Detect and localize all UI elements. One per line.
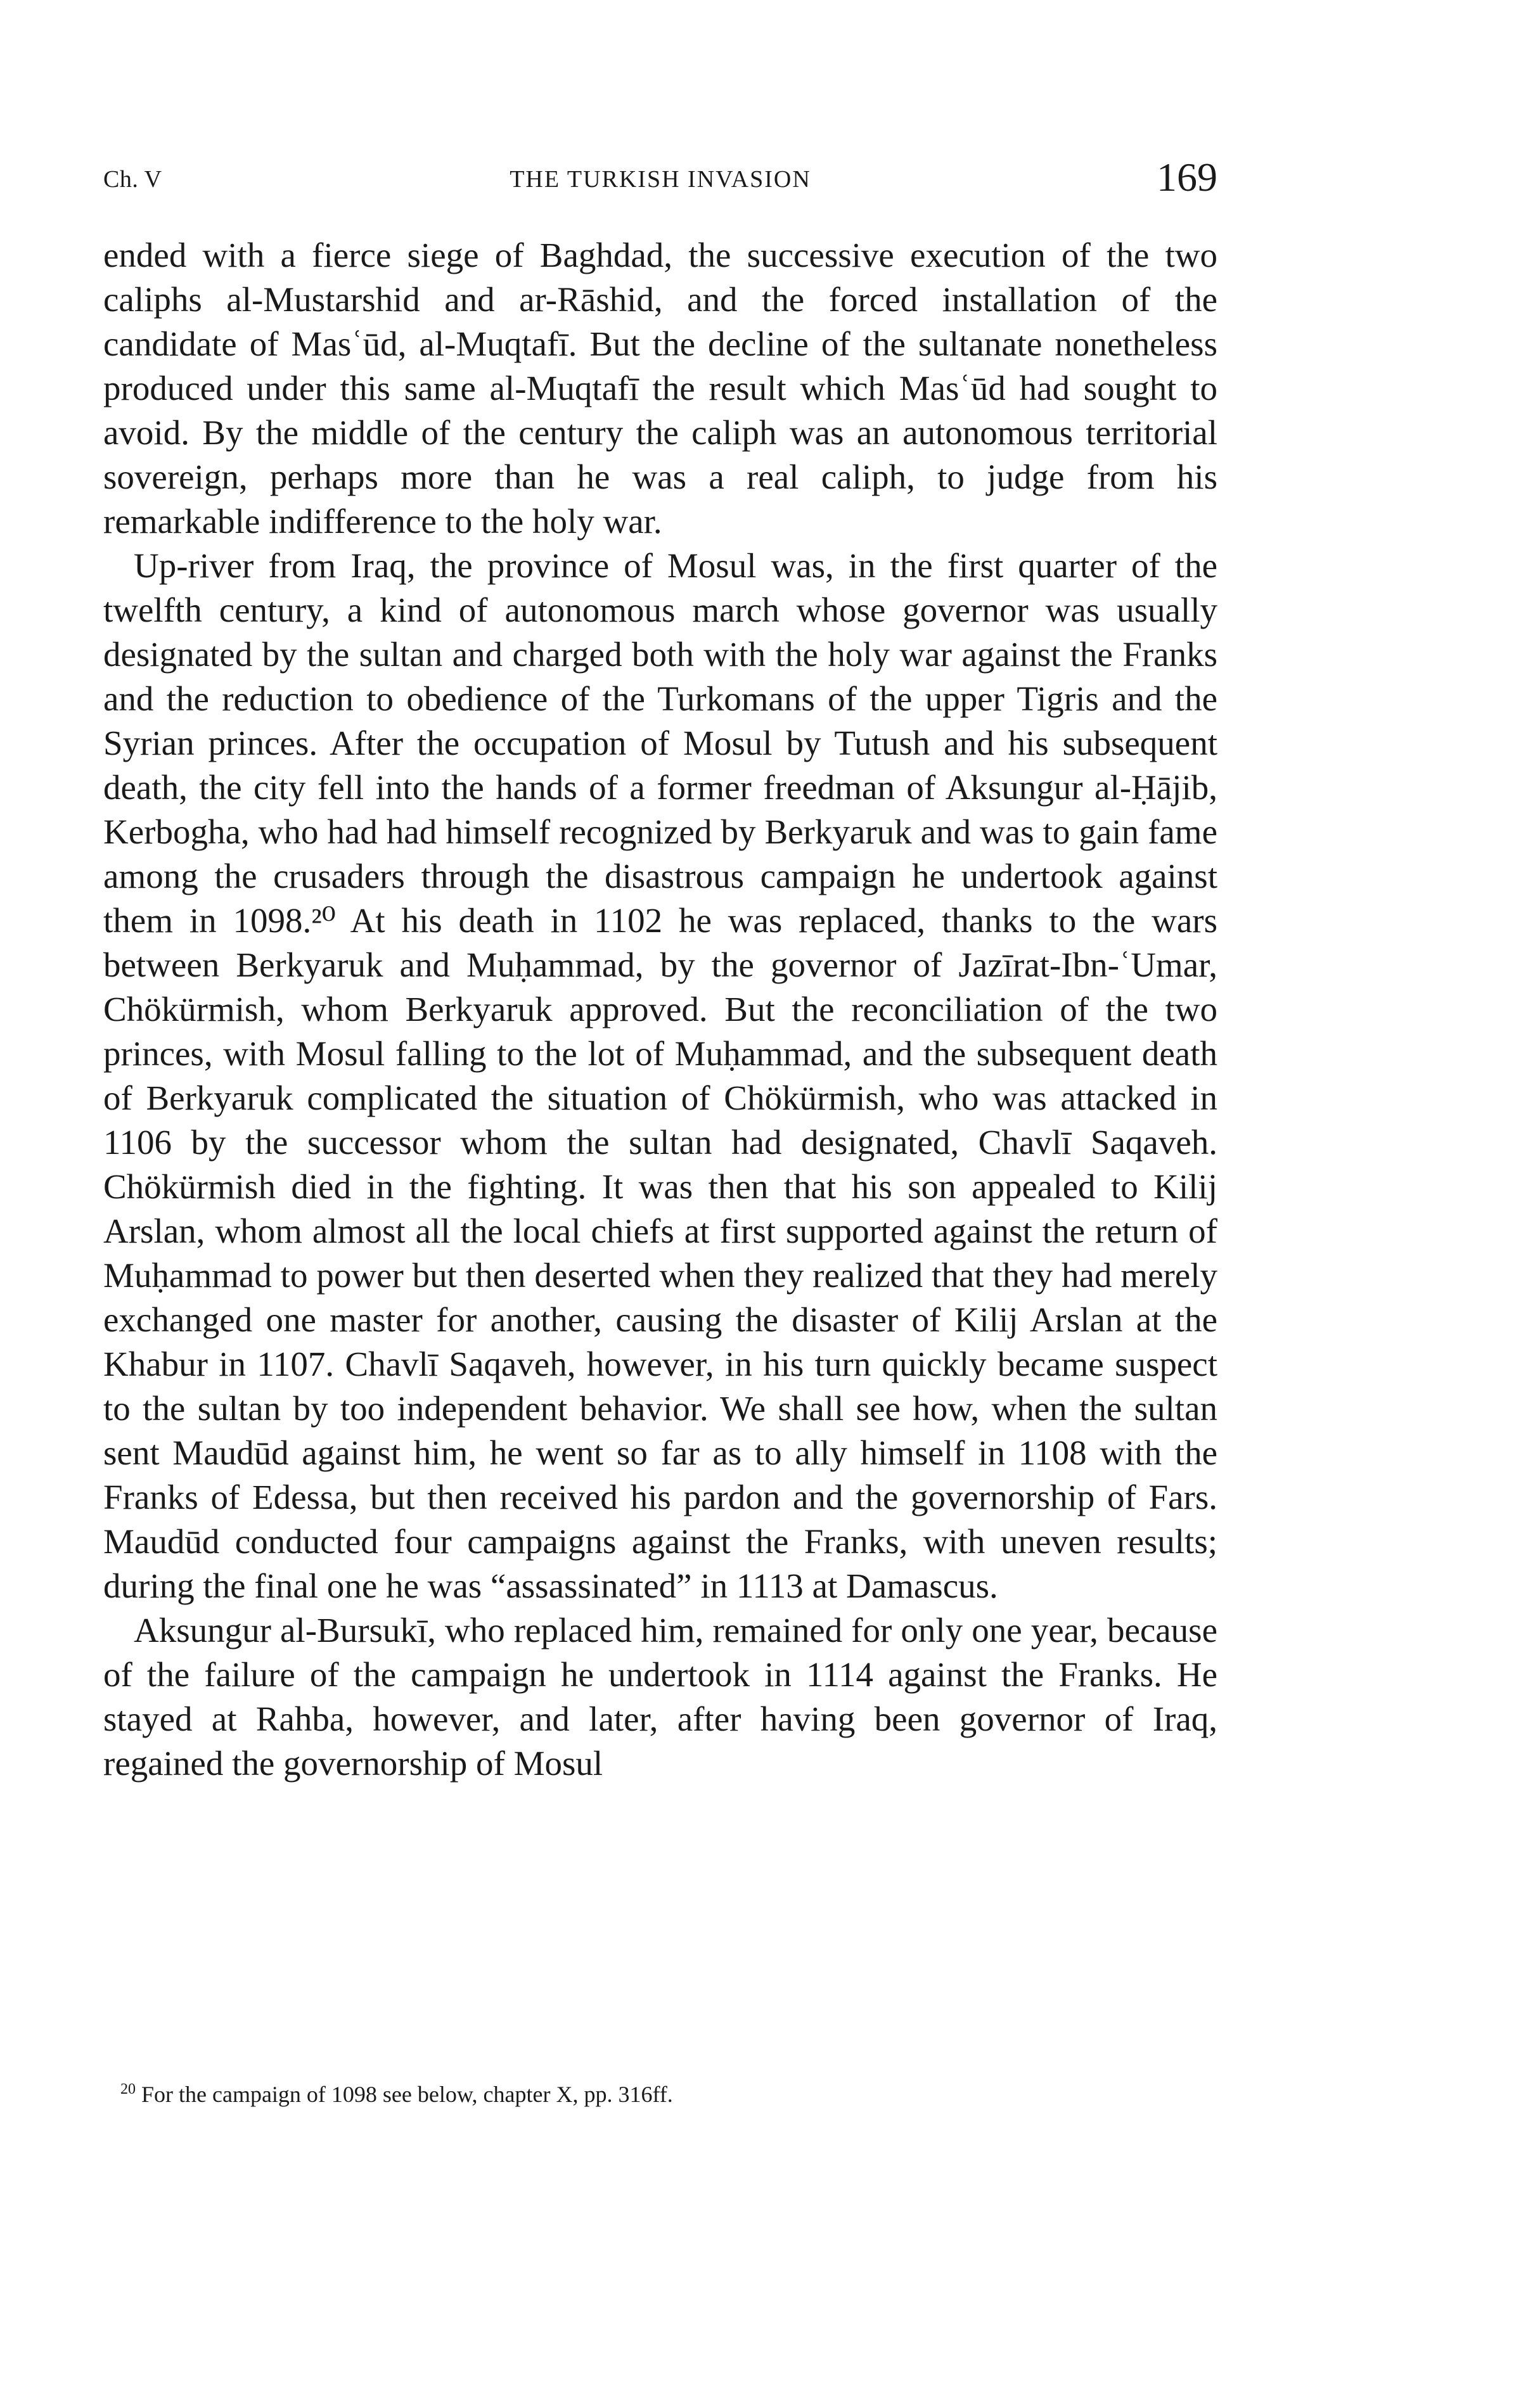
paragraph-1: ended with a fierce siege of Baghdad, the successive execution of the two caliphs al-Mustarshid and ar-Rāshid, and the forced installation of the candidate of Masʿūd, al-Muqtafī. But the decline of the sultanate nonetheless produced under this same al-Muqtafī the result which Masʿūd had sought to avoid. By the middle of the century the caliph was an autonomous territorial sovereign, perhaps more than he was a real caliph, to judge from his remarkable indifference to the holy war. — [103, 236, 1217, 541]
footnote-number: 20 — [120, 2081, 136, 2097]
running-title: THE TURKISH INVASION — [510, 166, 811, 193]
page-number: 169 — [1157, 155, 1217, 200]
paragraph-3: Aksungur al-Bursukī, who replaced him, remained for only one year, because of the failure of the campaign he undertook in 1114 against the Franks. He stayed at Rahba, however, and later, after having been governor of Iraq, regained the governorship of Mosul — [103, 1611, 1217, 1783]
paragraph-2: Up-river from Iraq, the province of Mosul was, in the first quarter of the twelfth century, a kind of autonomous march whose governor was usually designated by the sultan and charged both with the holy war against the Franks and the reduction to obedience of the Turkomans of the upper Tigris and the Syrian princes. After the occupation of Mosul by Tutush and his subsequent death, the city fell into the hands of a former freedman of Aksungur al-Ḥājib, Kerbogha, who had had himself recognized by Berkyaruk and was to gain fame among the crusaders through the disastrous campaign he undertook against them in 1098.²⁰ At his death in 1102 he was replaced, thanks to the wars between Berkyaruk and Muḥammad, by the governor of Jazīrat-Ibn-ʿUmar, Chökürmish, whom Berkyaruk approved. But the reconciliation of the two princes, with Mosul falling to the lot of Muḥammad, and the subsequent death of Berkyaruk complicated the situation of Chökürmish, who was attacked in 1106 by the successor whom the sultan had designated, Chavlī Saqaveh. Chökürmish died in the fighting. It was then that his son appealed to Kilij Arslan, whom almost all the local chiefs at first supported against the return of Muḥammad to power but then deserted when they realized that they had merely exchanged one master for another, causing the disaster of Kilij Arslan at the Khabur in 1107. Chavlī Saqaveh, however, in his turn quickly became suspect to the sultan by too independent behavior. We shall see how, when the sultan sent Maudūd against him, he went so far as to ally himself in 1108 with the Franks of Edessa, but then received his pardon and the governorship of Fars. Maudūd conducted four campaigns against the Franks, with uneven results; during the final one he was “assassinated” in 1113 at Damascus. — [103, 546, 1217, 1605]
footnote — [120, 2080, 1217, 2109]
body-text — [103, 233, 1217, 1786]
footnote-text: For the campaign of 1098 see below, chapter X, pp. 316ff. — [141, 2082, 673, 2107]
running-head — [103, 155, 1217, 219]
chapter-label: Ch. V — [103, 166, 162, 193]
